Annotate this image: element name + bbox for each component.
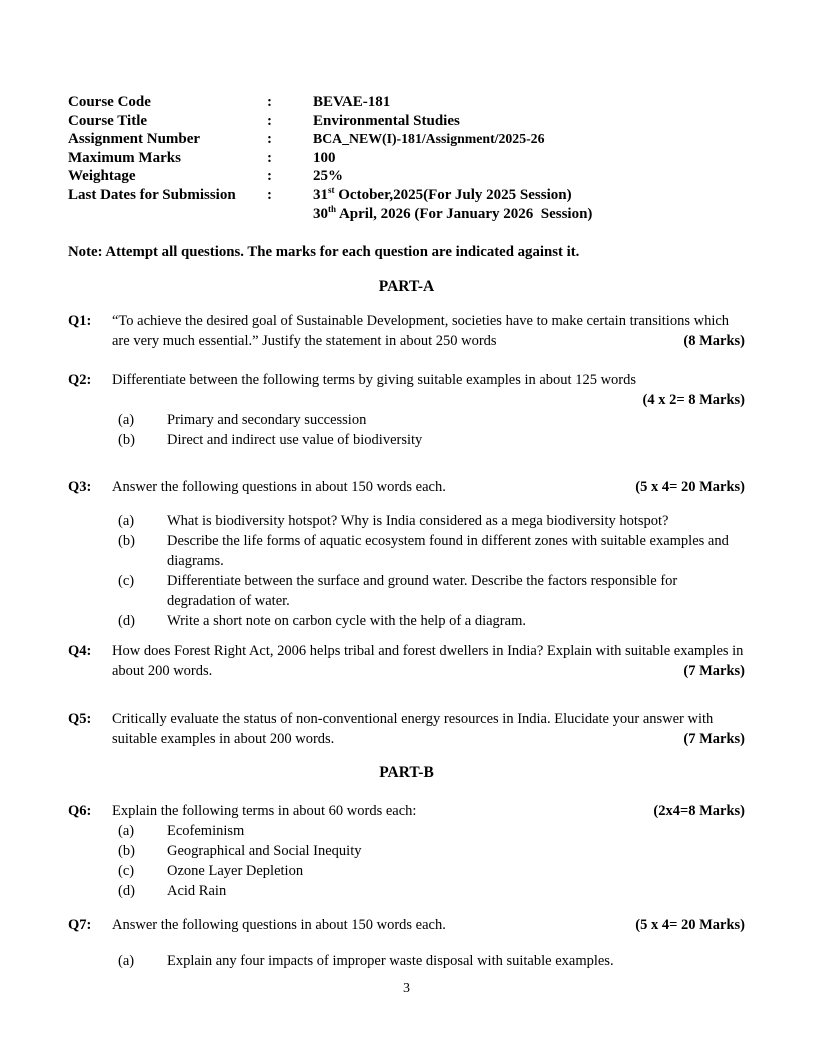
question-q5: [68, 709, 745, 749]
info-colon: :: [267, 131, 272, 148]
question-text: [112, 801, 745, 821]
question-text: [112, 311, 745, 351]
sub-question-b: [118, 430, 745, 450]
info-value: Environmental Studies: [313, 112, 460, 129]
sub-question-a: [118, 410, 745, 430]
info-label: Assignment Number: [68, 131, 201, 148]
question-body: [112, 370, 745, 450]
info-value: 100: [313, 149, 336, 166]
sub-question-text: Acid Rain: [167, 883, 227, 900]
question-text: Differentiate between the following terms by giving suitable examples in about 125 words: [112, 372, 637, 389]
question-text: [112, 915, 745, 935]
marks-label: (5 x 4= 20 Marks): [635, 917, 745, 934]
info-label: Course Code: [68, 94, 151, 110]
marks-label: (2x4=8 Marks): [653, 803, 745, 820]
sub-question-label: (c): [118, 863, 135, 880]
date-day: 30: [313, 205, 328, 222]
question-number: Q2:: [68, 372, 92, 389]
marks-label: (4 x 2= 8 Marks): [642, 392, 745, 409]
sub-questions: [112, 951, 745, 971]
info-label: Last Dates for Submission: [68, 186, 236, 203]
info-row-assignment-number: [68, 130, 745, 149]
info-label: Weightage: [68, 168, 136, 185]
question-body: [112, 709, 745, 749]
course-info-block: [68, 93, 745, 223]
marks-label: (7 Marks): [683, 731, 745, 748]
info-label: Course Title: [68, 112, 148, 129]
sub-question-a: [118, 511, 745, 531]
sub-question-label: (a): [118, 823, 135, 840]
question-text-content: Explain the following terms in about 60 words each:: [112, 803, 417, 820]
submission-date-july-session: [313, 186, 745, 205]
question-body: [112, 641, 745, 681]
sub-question-label: (b): [118, 533, 135, 550]
sub-question-label: (d): [118, 613, 135, 630]
marks-label: (8 Marks): [683, 333, 745, 350]
info-colon: :: [267, 186, 272, 203]
submission-date-january-session: [313, 205, 745, 224]
date-ordinal-suffix: st: [328, 184, 335, 195]
question-text-content: Critically evaluate the status of non-conventional energy resources in India. Elucidate your answer with suitable examples in about 200 words.: [112, 711, 714, 748]
question-text: [112, 709, 745, 749]
info-value: [313, 186, 745, 223]
sub-questions: [112, 821, 745, 901]
question-number: Q4:: [68, 643, 92, 660]
question-q3: [68, 477, 745, 631]
question-text-content: How does Forest Right Act, 2006 helps tribal and forest dwellers in India? Explain with suitable examples in about 200 words.: [112, 643, 744, 680]
question-text-content: Answer the following questions in about 150 words each.: [112, 917, 446, 934]
question-q4: [68, 641, 745, 681]
sub-question-b: [118, 841, 745, 861]
sub-question-a: [118, 821, 745, 841]
question-number: Q5:: [68, 711, 92, 728]
sub-question-text: Ozone Layer Depletion: [167, 863, 304, 880]
question-text-content: “To achieve the desired goal of Sustainable Development, societies have to make certain transitions which are very much essential.” Justify the statement in about 250 words: [112, 313, 730, 350]
info-colon: :: [267, 149, 272, 166]
part-b-title: PART-B: [379, 764, 434, 782]
question-number: Q1:: [68, 313, 92, 330]
sub-questions: [112, 410, 745, 450]
marks-label: (5 x 4= 20 Marks): [635, 479, 745, 496]
sub-question-text: Primary and secondary succession: [167, 412, 367, 429]
question-text: [112, 641, 745, 681]
marks-row: [112, 390, 745, 410]
sub-question-label: (c): [118, 573, 135, 590]
info-label: Maximum Marks: [68, 149, 181, 166]
sub-question-d: [118, 881, 745, 901]
info-row-course-title: [68, 112, 745, 131]
info-value: BEVAE-181: [313, 94, 391, 110]
sub-question-label: (a): [118, 513, 135, 530]
info-row-submission-dates: [68, 186, 745, 223]
question-text-content: Answer the following questions in about 150 words each.: [112, 479, 446, 496]
question-body: [112, 477, 745, 631]
question-q2: [68, 370, 745, 450]
info-colon: :: [267, 94, 272, 110]
date-ordinal-suffix: th: [328, 203, 337, 214]
question-number: Q7:: [68, 917, 92, 934]
sub-question-b: [118, 531, 745, 571]
sub-question-a: [118, 951, 745, 971]
sub-question-label: (d): [118, 883, 135, 900]
sub-question-text: Differentiate between the surface and ground water. Describe the factors responsible for degradation of water.: [167, 573, 678, 610]
info-row-course-code: [68, 93, 745, 112]
date-day: 31: [313, 186, 328, 203]
info-row-maximum-marks: [68, 149, 745, 168]
date-rest: April, 2026 (For January 2026 Session): [336, 205, 593, 222]
sub-question-c: [118, 861, 745, 881]
sub-question-label: (a): [118, 953, 135, 970]
sub-question-label: (b): [118, 432, 135, 449]
sub-question-d: [118, 611, 745, 631]
sub-question-text: What is biodiversity hotspot? Why is India considered as a mega biodiversity hotspot?: [167, 513, 669, 530]
sub-question-c: [118, 571, 745, 611]
sub-question-label: (b): [118, 843, 135, 860]
question-body: [112, 311, 745, 351]
sub-questions: [112, 511, 745, 631]
note-text: Note: Attempt all questions. The marks for each question are indicated against it.: [68, 244, 580, 261]
question-q7: [68, 915, 745, 971]
part-a-title: PART-A: [378, 278, 435, 296]
info-colon: :: [267, 112, 272, 129]
sub-question-label: (a): [118, 412, 135, 429]
sub-question-text: Explain any four impacts of improper waste disposal with suitable examples.: [167, 953, 614, 970]
sub-question-text: Write a short note on carbon cycle with the help of a diagram.: [167, 613, 526, 630]
question-q6: [68, 801, 745, 901]
info-colon: :: [267, 168, 272, 185]
info-row-weightage: [68, 167, 745, 186]
question-body: [112, 915, 745, 971]
sub-question-text: Describe the life forms of aquatic ecosystem found in different zones with suitable examples and diagrams.: [167, 533, 729, 570]
date-rest: October,2025(For July 2025 Session): [334, 186, 572, 203]
question-text: [112, 477, 745, 497]
page-number: 3: [403, 981, 410, 997]
marks-label: (7 Marks): [683, 663, 745, 680]
sub-question-text: Direct and indirect use value of biodiversity: [167, 432, 423, 449]
sub-question-text: Ecofeminism: [167, 823, 245, 840]
info-value: BCA_NEW(I)-181/Assignment/2025-26: [313, 131, 545, 147]
question-number: Q3:: [68, 479, 92, 496]
question-body: [112, 801, 745, 901]
question-number: Q6:: [68, 803, 92, 820]
sub-question-text: Geographical and Social Inequity: [167, 843, 362, 860]
question-q1: [68, 311, 745, 351]
info-value: 25%: [313, 168, 343, 185]
